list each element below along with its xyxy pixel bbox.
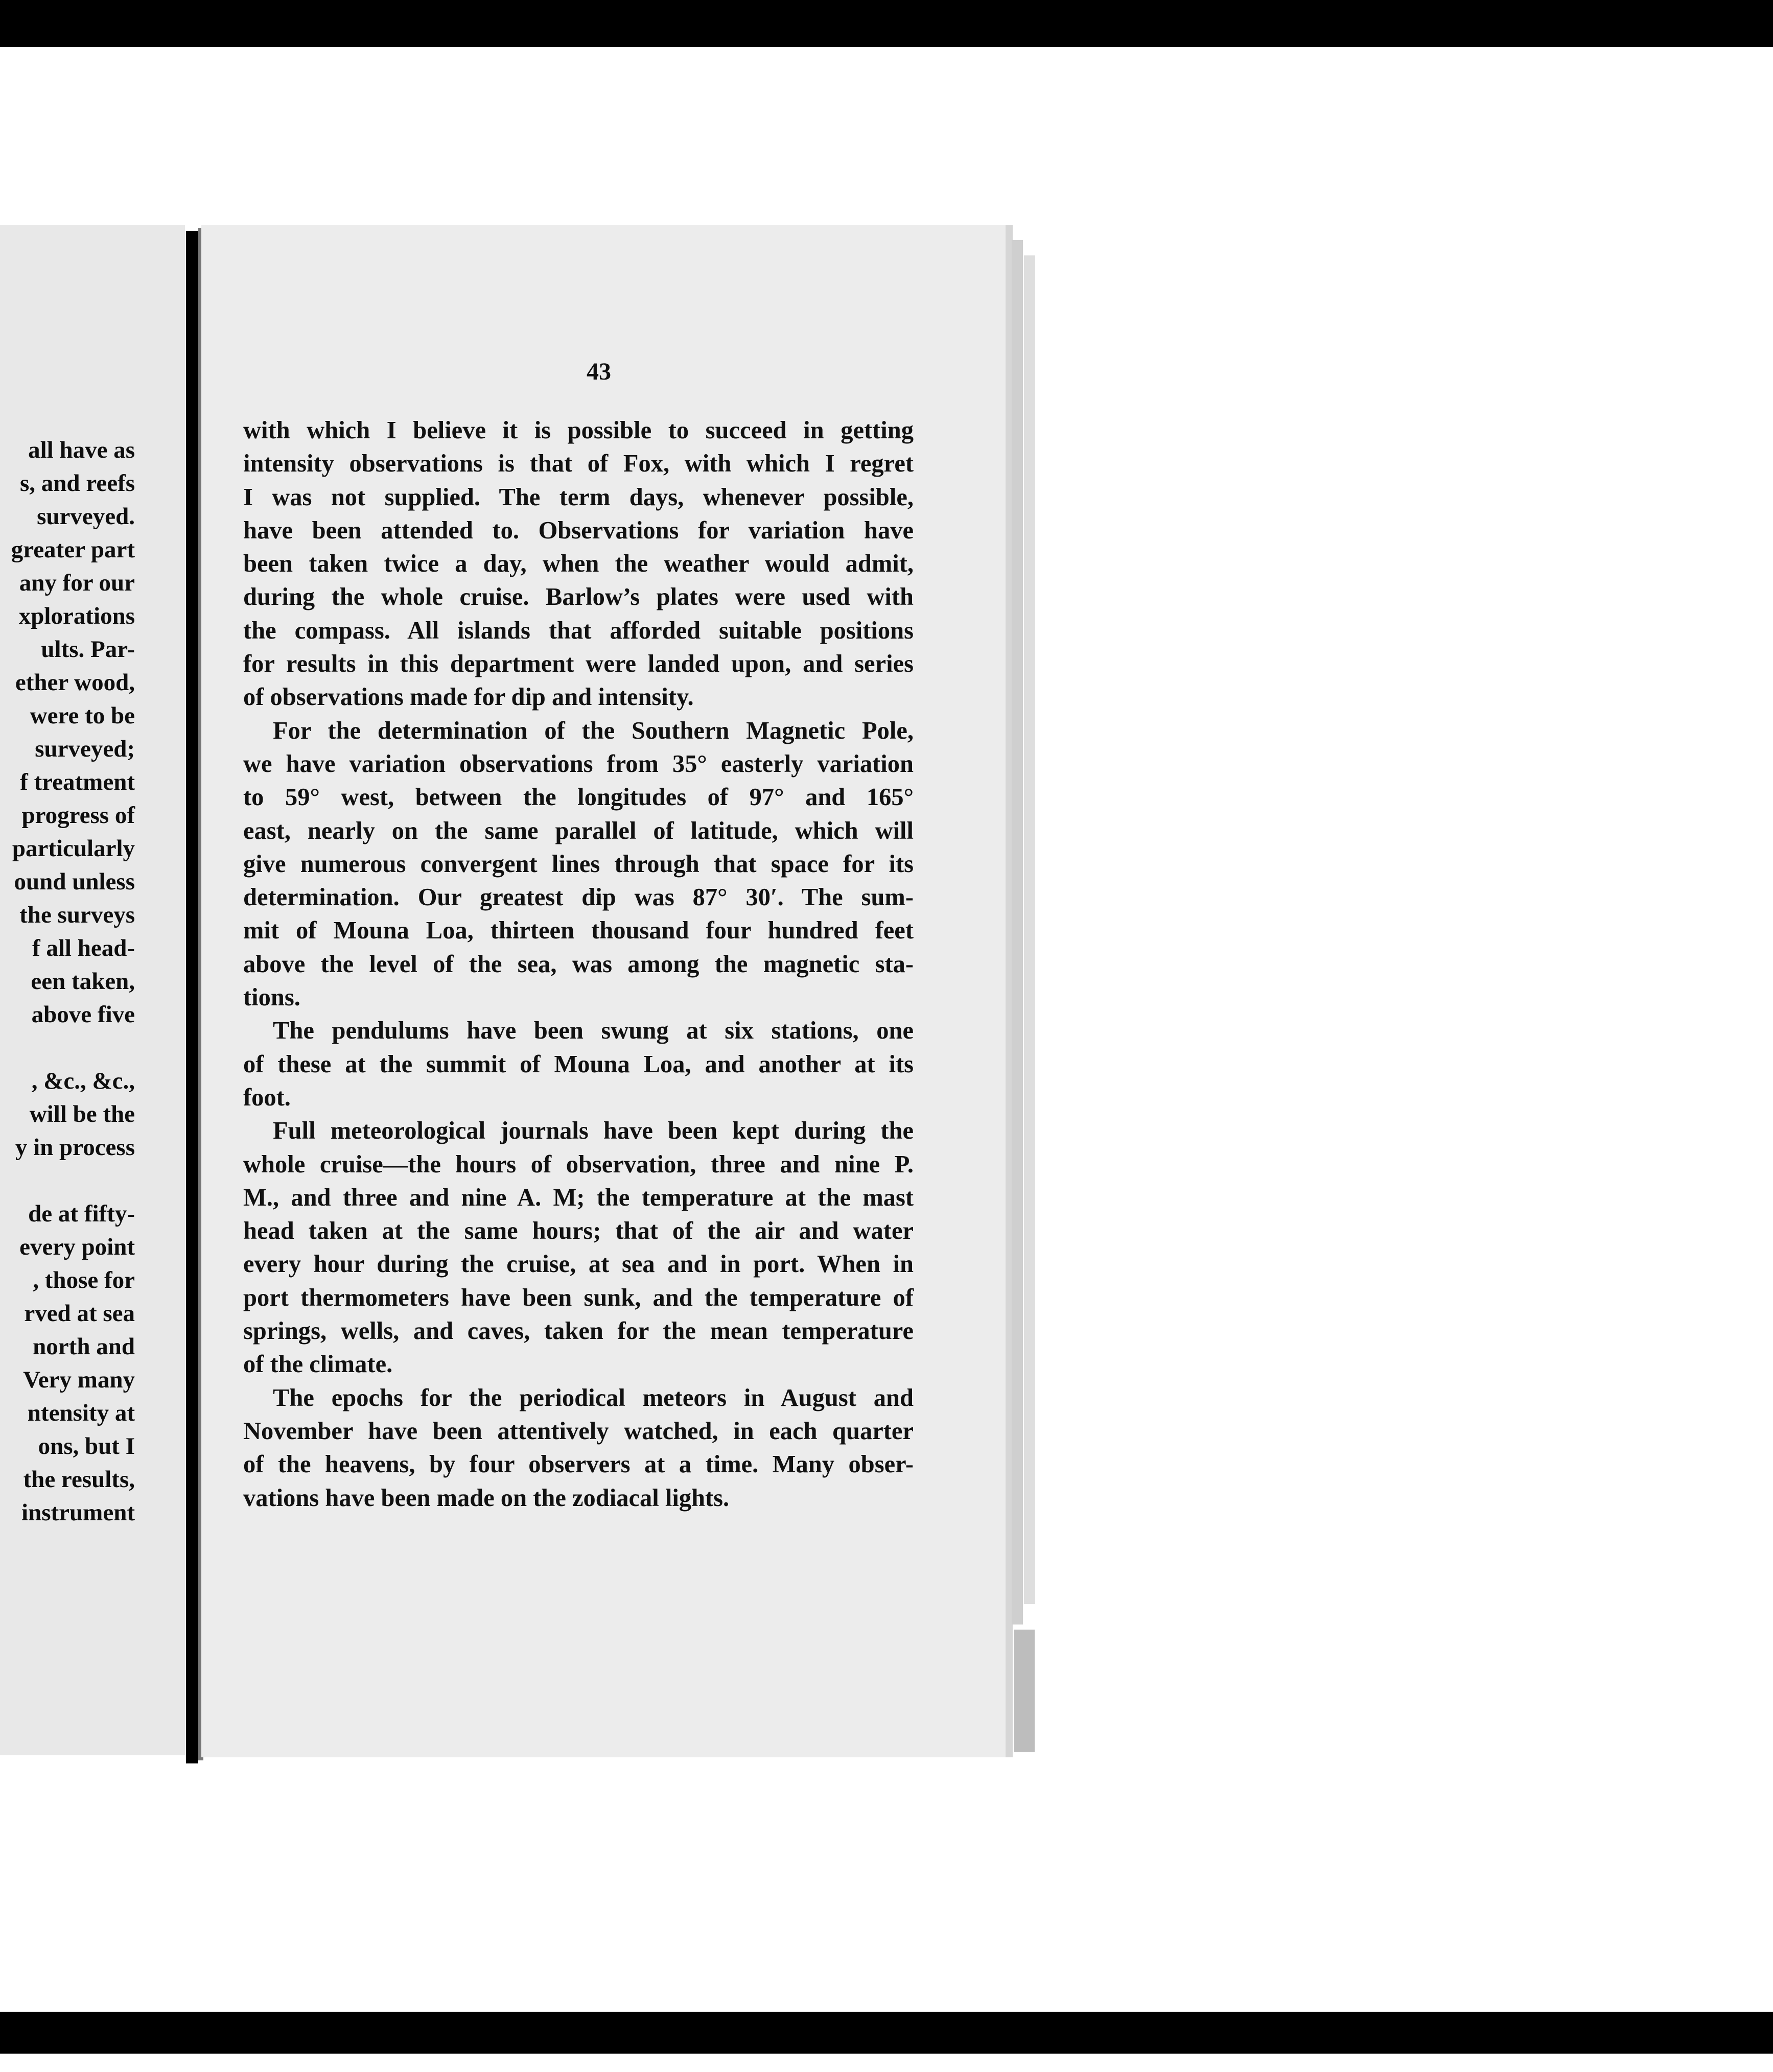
text-line: of the climate.: [243, 1351, 393, 1378]
page-edge-stack: [1012, 240, 1023, 1624]
left-text-fragment: f all head-: [32, 935, 135, 961]
text-line: of these at the summit of Mouna Loa, and another at its: [243, 1050, 914, 1078]
left-text-fragment: rved at sea: [24, 1300, 135, 1327]
left-text-fragment: ound unless: [14, 868, 135, 895]
left-text-fragment: particularly: [12, 835, 135, 862]
text-line: of the heavens, by four observers at a time. Many obser-: [243, 1451, 914, 1478]
text-line: during the whole cruise. Barlow’s plates were used with: [243, 583, 914, 611]
left-text-fragment: f treatment: [20, 769, 135, 795]
left-text-fragment: surveyed;: [35, 736, 135, 762]
text-line: tions.: [243, 984, 300, 1011]
text-line: determination. Our greatest dip was 87° 30′. The sum-: [243, 884, 914, 911]
text-line: mit of Mouna Loa, thirteen thousand four hundred feet: [243, 917, 914, 945]
page-edge-stack-lower: [1014, 1630, 1035, 1752]
left-text-fragment: above five: [31, 1001, 135, 1028]
book-spine: [186, 231, 198, 1763]
paragraph: [243, 1114, 914, 1381]
scanner-bottom-strip: [0, 2054, 1773, 2072]
scanner-top-border: [0, 0, 1773, 47]
left-page: [0, 225, 185, 1755]
body-text: [243, 414, 914, 1515]
text-line: M., and three and nine A. M; the temperature at the mast: [243, 1184, 914, 1211]
left-text-fragment: xplorations: [18, 603, 135, 629]
left-text-fragment: will be the: [29, 1101, 135, 1127]
text-line: east, nearly on the same parallel of latitude, which will: [243, 817, 914, 844]
text-line: with which I believe it is possible to succeed in getting: [243, 417, 914, 444]
left-text-fragment: were to be: [30, 702, 135, 729]
text-line: every hour during the cruise, at sea and in port. When in: [243, 1251, 914, 1278]
left-text-fragment: ntensity at: [27, 1400, 135, 1426]
left-text-fragment: every point: [19, 1234, 135, 1260]
text-line: November have been attentively watched, in each quarter: [243, 1417, 914, 1445]
text-line: The pendulums have been swung at six stations, one: [273, 1017, 914, 1045]
text-line: foot.: [243, 1084, 291, 1111]
scanner-bottom-border: [0, 2012, 1773, 2054]
paragraph: [243, 1014, 914, 1114]
left-text-fragment: the results,: [23, 1466, 135, 1493]
left-text-fragment: ether wood,: [15, 669, 135, 696]
text-line: for results in this department were landed upon, and series: [243, 650, 914, 678]
left-text-fragment: progress of: [21, 802, 135, 829]
text-line: of observations made for dip and intensity.: [243, 684, 694, 711]
page-number: 43: [587, 358, 611, 385]
paragraph: [243, 414, 914, 714]
left-text-fragment: instrument: [21, 1499, 135, 1526]
left-text-fragment: ults. Par-: [41, 636, 135, 663]
text-line: I was not supplied. The term days, whenever possible,: [243, 483, 914, 511]
text-line: whole cruise—the hours of observation, three and nine P.: [243, 1150, 914, 1178]
left-text-fragment: de at fifty-: [28, 1200, 135, 1227]
text-line: For the determination of the Southern Magnetic Pole,: [273, 717, 914, 744]
left-text-fragment: s, and reefs: [20, 470, 135, 497]
text-line: head taken at the same hours; that of the air and water: [243, 1217, 914, 1245]
left-text-fragment: north and: [33, 1333, 135, 1360]
left-text-fragment: greater part: [11, 536, 135, 563]
text-line: port thermometers have been sunk, and the temperature of: [243, 1284, 914, 1311]
text-line: above the level of the sea, was among the magnetic sta-: [243, 950, 914, 978]
left-text-fragment: , those for: [33, 1267, 135, 1293]
left-text-fragment: ons, but I: [38, 1433, 135, 1459]
left-text-fragment: all have as: [28, 437, 135, 463]
text-line: give numerous convergent lines through that space for its: [243, 850, 914, 878]
text-line: vations have been made on the zodiacal lights.: [243, 1484, 730, 1512]
left-text-fragment: y in process: [15, 1134, 135, 1161]
left-text-fragment: any for our: [19, 570, 135, 596]
text-line: springs, wells, and caves, taken for the mean temperature: [243, 1317, 914, 1345]
left-text-fragment: Very many: [23, 1367, 135, 1393]
left-text-fragment: , &c., &c.,: [31, 1068, 135, 1094]
text-line: The epochs for the periodical meteors in August and: [273, 1384, 914, 1411]
text-line: to 59° west, between the longitudes of 97° and 165°: [243, 784, 914, 811]
text-line: we have variation observations from 35° easterly variation: [243, 750, 914, 778]
text-line: Full meteorological journals have been kept during the: [273, 1117, 914, 1145]
text-line: have been attended to. Observations for variation have: [243, 516, 914, 544]
left-text-fragment: the surveys: [19, 902, 135, 928]
paragraph: [243, 1381, 914, 1515]
paragraph: [243, 714, 914, 1015]
text-line: been taken twice a day, when the weather would admit,: [243, 550, 914, 578]
left-text-fragment: surveyed.: [37, 503, 135, 530]
page-edge-stack-outer: [1024, 255, 1035, 1604]
left-text-fragment: een taken,: [31, 968, 135, 995]
text-line: intensity observations is that of Fox, with which I regret: [243, 450, 914, 478]
text-line: the compass. All islands that afforded suitable positions: [243, 617, 914, 644]
